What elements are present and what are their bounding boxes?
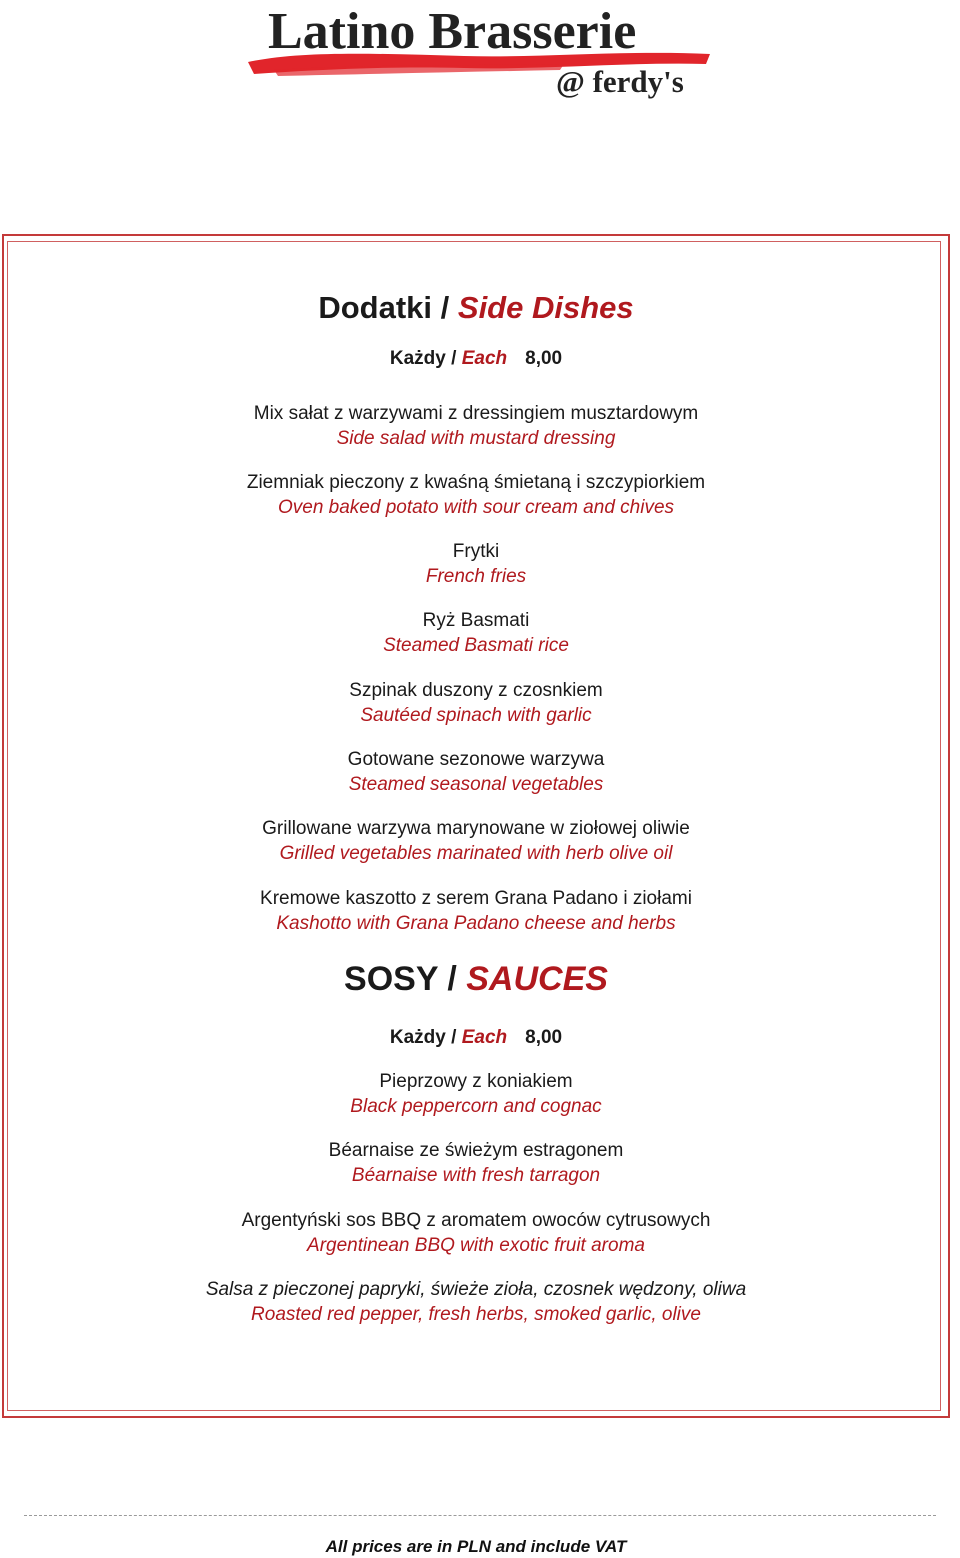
menu-item-name-en: Side salad with mustard dressing xyxy=(336,428,616,449)
menu-item-name-pl: Szpinak duszony z czosnkiem xyxy=(349,680,603,701)
menu-item-name-pl: Frytki xyxy=(452,541,500,562)
menu-item-name-pl: Salsa z pieczonej papryki, świeże zioła, czosnek wędzony, oliwa xyxy=(205,1279,747,1300)
menu-item-name-en: Steamed Basmati rice xyxy=(383,635,569,656)
menu-item-name-pl: Argentyński sos BBQ z aromatem owoców cytrusowych xyxy=(241,1210,711,1231)
menu-item-name-en: Sautéed spinach with garlic xyxy=(360,705,592,726)
menu-item-name-en: Grilled vegetables marinated with herb olive oil xyxy=(279,843,673,864)
sauces-heading-pl: SOSY / xyxy=(344,960,457,998)
price-value: 8,00 xyxy=(525,1027,563,1048)
footer-divider xyxy=(24,1515,936,1516)
side-dishes-price-line xyxy=(0,348,952,370)
price-value: 8,00 xyxy=(525,348,563,369)
menu-item-name-pl: Gotowane sezonowe warzywa xyxy=(347,749,605,770)
menu-item-name-pl: Pieprzowy z koniakiem xyxy=(379,1071,573,1092)
side-dishes-heading-pl: Dodatki / xyxy=(318,290,450,325)
menu-item-name-en: Black peppercorn and cognac xyxy=(350,1096,602,1117)
menu-item-name-en: French fries xyxy=(425,566,527,587)
price-label-en: Each xyxy=(461,348,508,369)
menu-item-name-en: Steamed seasonal vegetables xyxy=(348,774,604,795)
menu-item-name-en: Argentinean BBQ with exotic fruit aroma xyxy=(307,1235,645,1256)
menu-item-name-pl: Grillowane warzywa marynowane w ziołowej oliwie xyxy=(262,818,690,839)
price-label-en: Each xyxy=(461,1027,508,1048)
menu-item-name-en: Roasted red pepper, fresh herbs, smoked garlic, olive xyxy=(251,1304,701,1325)
sauces-heading-en: SAUCES xyxy=(466,960,608,998)
price-label-pl: Każdy / xyxy=(389,348,457,369)
side-dishes-heading-en: Side Dishes xyxy=(457,290,634,325)
menu-item-name-en: Béarnaise with fresh tarragon xyxy=(351,1165,601,1186)
side-dishes-heading xyxy=(0,290,952,326)
logo-title: Latino Brasserie xyxy=(268,3,637,60)
menu-item-name-pl: Béarnaise ze świeżym estragonem xyxy=(328,1140,624,1161)
sauces-heading xyxy=(0,960,952,999)
sauces-price-line xyxy=(0,1027,952,1049)
price-note: All prices are in PLN and include VAT xyxy=(325,1537,627,1556)
logo-subtitle: @ ferdy's xyxy=(556,64,684,99)
menu-item-name-en: Kashotto with Grana Padano cheese and herbs xyxy=(276,913,676,934)
restaurant-logo xyxy=(0,0,960,120)
menu-item-name-pl: Ziemniak pieczony z kwaśną śmietaną i szczypiorkiem xyxy=(246,472,706,493)
menu-item-name-en: Oven baked potato with sour cream and chives xyxy=(277,497,675,518)
menu-item-name-pl: Mix sałat z warzywami z dressingiem musztardowym xyxy=(253,403,699,424)
price-label-pl: Każdy / xyxy=(389,1027,457,1048)
menu-item-name-pl: Kremowe kaszotto z serem Grana Padano i ziołami xyxy=(260,888,692,909)
menu-item-name-pl: Ryż Basmati xyxy=(422,610,530,631)
